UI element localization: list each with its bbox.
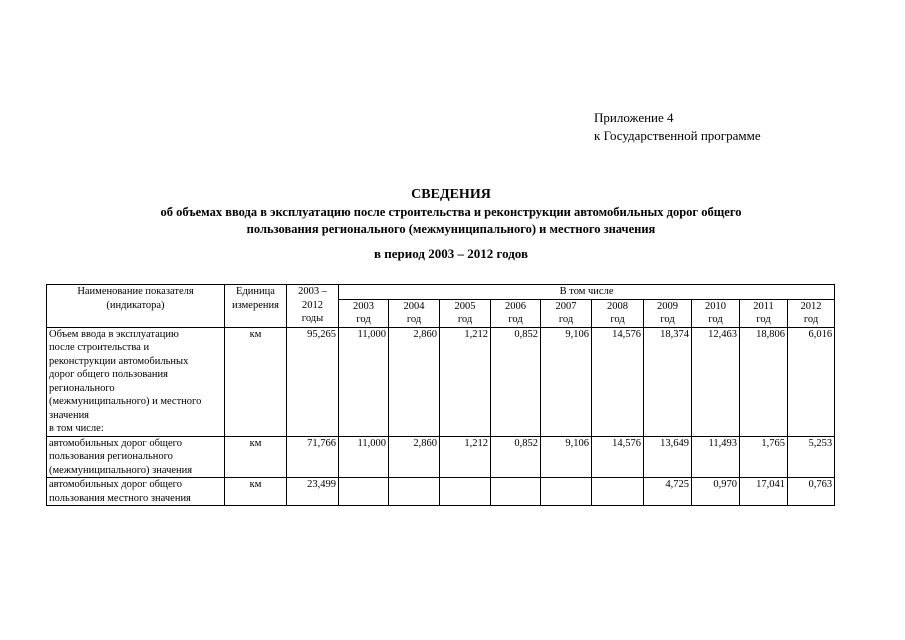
year-value-cell-2007: 9,106 [541, 327, 592, 436]
header-year-value: 2005 [454, 300, 476, 312]
year-value-cell-2006 [491, 478, 541, 506]
title-period: в период 2003 – 2012 годов [374, 246, 528, 261]
unit-cell: км [225, 327, 287, 436]
unit-cell: км [225, 436, 287, 478]
year-value-cell-2011: 18,806 [740, 327, 788, 436]
indicator-name-line: регионального [49, 382, 115, 394]
header-year-word: год [558, 314, 574, 325]
indicator-name-line: пользования местного значения [49, 492, 191, 504]
year-value-cell-2011: 17,041 [740, 478, 788, 506]
year-value-cell-2003 [339, 478, 389, 506]
table-row [47, 327, 835, 436]
title-subtitle-line-1: об объемах ввода в эксплуатацию после строительства и реконструкции автомобильных дорог общего [160, 205, 742, 219]
year-value-cell-2010: 12,463 [692, 327, 740, 436]
header-year-value: 2004 [403, 300, 425, 312]
year-value-cell-2004: 2,860 [389, 436, 440, 478]
header-year-value: 2003 [353, 300, 374, 312]
year-value-cell-2012: 0,763 [788, 478, 835, 506]
header-year-value: 2006 [505, 300, 526, 312]
header-year-2009 [644, 299, 692, 327]
year-value-cell-2003: 11,000 [339, 327, 389, 436]
total-value-cell: 95,265 [287, 327, 339, 436]
indicator-name-cell [47, 436, 225, 478]
year-value-cell-2009: 13,649 [644, 436, 692, 478]
year-value-cell-2007 [541, 478, 592, 506]
indicator-name-line: после строительства и [49, 342, 150, 353]
header-indicator-name [47, 285, 225, 328]
header-year-2006 [491, 299, 541, 327]
header-total-line-3: годы [301, 313, 324, 324]
header-year-2005 [440, 299, 491, 327]
appendix-line-1: Приложение 4 [594, 110, 674, 125]
year-value-cell-2005: 1,212 [440, 436, 491, 478]
year-value-cell-2006: 0,852 [491, 436, 541, 478]
title-main: СВЕДЕНИЯ [411, 187, 491, 202]
year-value-cell-2004 [389, 478, 440, 506]
header-unit-line-1: Единица [236, 286, 275, 297]
indicator-name-cell [47, 478, 225, 506]
year-value-cell-2003: 11,000 [339, 436, 389, 478]
title-subtitle-line-2: пользования регионального (межмуниципального) и местного значения [246, 222, 656, 236]
header-year-value: 2007 [555, 300, 577, 312]
header-total-line-1: 2003 – [298, 286, 327, 297]
year-value-cell-2010: 11,493 [692, 436, 740, 478]
indicator-name-line: (межмуниципального) и местного [49, 396, 202, 407]
year-value-cell-2009: 18,374 [644, 327, 692, 436]
year-value-cell-2009: 4,725 [644, 478, 692, 506]
unit-cell: км [225, 478, 287, 506]
header-including: В том числе [339, 285, 835, 300]
header-year-value: 2011 [753, 300, 774, 312]
year-value-cell-2005: 1,212 [440, 327, 491, 436]
header-year-2012 [788, 299, 835, 327]
header-unit-line-2: измерения [232, 299, 279, 311]
indicator-name-line: дорог общего пользования [49, 369, 168, 380]
header-year-word: год [508, 314, 523, 325]
indicator-name-cell [47, 327, 225, 436]
header-year-2008 [592, 299, 644, 327]
year-value-cell-2010: 0,970 [692, 478, 740, 506]
year-value-cell-2012: 6,016 [788, 327, 835, 436]
header-indicator-name-line-2: (индикатора) [106, 299, 165, 311]
total-value-cell: 71,766 [287, 436, 339, 478]
year-value-cell-2008: 14,576 [592, 436, 644, 478]
header-year-2003 [339, 299, 389, 327]
header-year-word: год [610, 314, 625, 325]
header-year-word: год [406, 314, 422, 325]
document-title [46, 186, 856, 263]
header-year-word: год [356, 314, 371, 325]
year-value-cell-2004: 2,860 [389, 327, 440, 436]
indicator-name-line: в том числе: [49, 423, 104, 434]
indicator-name-line: реконструкции автомобильных [49, 355, 189, 367]
header-indicator-name-line-1: Наименование показателя [77, 286, 194, 297]
indicator-name-line: пользования регионального [49, 451, 173, 462]
data-table [46, 284, 835, 506]
indicator-name-line: (межмуниципального) значения [49, 464, 193, 476]
year-value-cell-2012: 5,253 [788, 436, 835, 478]
indicator-name-line: значения [49, 409, 90, 421]
header-year-2010 [692, 299, 740, 327]
year-value-cell-2007: 9,106 [541, 436, 592, 478]
header-year-value: 2012 [800, 300, 822, 312]
year-value-cell-2008: 14,576 [592, 327, 644, 436]
header-year-word: год [457, 314, 473, 325]
header-year-value: 2010 [705, 300, 726, 312]
appendix-note [594, 109, 761, 145]
total-value-cell: 23,499 [287, 478, 339, 506]
year-value-cell-2011: 1,765 [740, 436, 788, 478]
header-year-word: год [803, 314, 819, 325]
indicator-name-line: Объем ввода в эксплуатацию [49, 328, 179, 340]
header-year-word: год [660, 314, 675, 325]
header-year-word: год [708, 314, 723, 325]
indicator-name-line: автомобильных дорог общего [49, 437, 182, 449]
table-row [47, 436, 835, 478]
table-row [47, 478, 835, 506]
year-value-cell-2008 [592, 478, 644, 506]
table-body [47, 327, 835, 506]
header-year-2004 [389, 299, 440, 327]
header-row-1 [47, 285, 835, 300]
indicator-name-line: автомобильных дорог общего [49, 479, 182, 490]
header-year-2011 [740, 299, 788, 327]
header-year-value: 2008 [607, 300, 628, 312]
header-year-word: год [756, 314, 771, 325]
year-value-cell-2006: 0,852 [491, 327, 541, 436]
header-year-2007 [541, 299, 592, 327]
header-year-value: 2009 [657, 300, 678, 312]
header-unit [225, 285, 287, 328]
header-total-line-2: 2012 [302, 299, 323, 311]
header-total [287, 285, 339, 328]
appendix-line-2: к Государственной программе [594, 128, 761, 143]
year-value-cell-2005 [440, 478, 491, 506]
